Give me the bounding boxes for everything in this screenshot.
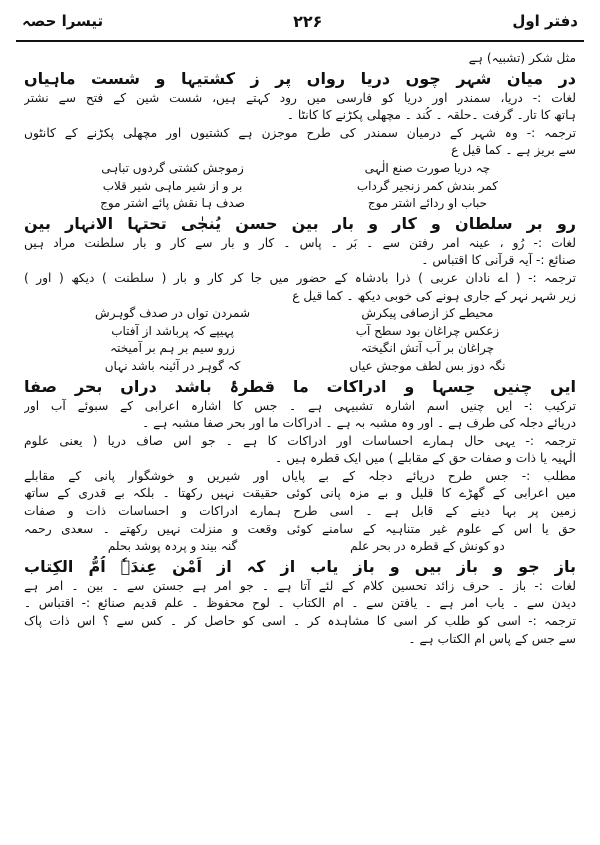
verse-couplet	[24, 160, 576, 178]
verse-first-half: نگہ دوز بس لطف موجش عیاں	[349, 358, 506, 373]
verse-first-half: حباب او ردائے اشتر موج	[367, 196, 488, 211]
couplet-heading: ایں چنیں حِسہا و ادراکات ما قطرۂ باشد دراں بحر صفا	[24, 376, 576, 396]
text-line: دریائے دجلہ کی طرف ہے ۔ اور وہ مشبہ بہ ہے ۔ ادراکات ما اور بحر صفا مشبہ ہے ۔	[142, 416, 576, 431]
verse-first-half: چہ دریا صورت صنع الٰہی	[364, 160, 491, 175]
verse-couplet	[24, 538, 576, 556]
text-line: لغات :- باز ۔ حرف زائد تحسین کلام کے لئے آتا ہے ۔ جو امر ہے جستن سے ۔ بین ۔ امر ہے	[24, 578, 576, 593]
header-book-title: دفتر اول	[512, 12, 578, 30]
text-line: لغات :- رُو ، عینہ امر رفتن سے ۔ بَر ۔ پاس ۔ کار و بار سے کار و بار سلطنت مراد ہیں	[24, 235, 576, 250]
text-line: ترجمہ :- یہی حال ہمارے احساسات اور ادراکات کا ہے ۔ جو اس صاف دریا ( یعنی علوم	[24, 433, 576, 448]
text-line: مطلب :- جس طرح دریائے دجلہ کے بے پایاں اور شیریں و خوشگوار پانی کے مقابلے	[24, 468, 576, 483]
page-number: ۲۲۶	[293, 11, 323, 31]
verse-couplet	[24, 195, 576, 213]
text-line: ترکیب :- ایں چنیں اسم اشارہ تشبیہی ہے ۔ جس کا اشارہ اعرابی کے سبوئے آب اور	[24, 398, 576, 413]
text-line: ترجمہ :- ( اے نادان عربی ) ذرا بادشاہ کے حضور میں جا کر کار و بار ( سلطنت ) دیکھ ( اور )	[24, 270, 576, 285]
verse-second-half: گنہ بیند و پردہ پوشد بحلم	[107, 539, 238, 554]
text-line: مثل شکر (تشبیہ) ہے	[468, 51, 576, 65]
verse-second-half: زرو سیم بر ہم بر آمیختہ	[110, 341, 235, 356]
header-section-title: تیسرا حصہ	[22, 12, 104, 30]
verse-first-half: دو کونش کے قطرہ در بحر علم	[350, 539, 505, 554]
text-line: زیر شہر نہر کے جاری ہونے کی خوبی دیکھ ۔ کما قیل ع	[292, 288, 576, 303]
verse-second-half: شمردن تواں در صدف گوہرش	[95, 306, 251, 321]
header-divider	[16, 40, 584, 42]
verse-second-half: صدف ہا نقش پائے اشتر موج	[100, 196, 245, 211]
couplet-heading: باز جو و باز بیں و باز یاب از کہ از اَمْن عِندَہٗ اُمُّ الکِتاب	[24, 556, 576, 576]
verse-second-half: بر و از شیر ماہی شیر قلاب	[102, 178, 243, 193]
verse-couplet	[24, 340, 576, 358]
text-line: سے بریز ہے ۔ کما قیل ع	[451, 143, 576, 158]
verse-couplet	[24, 305, 576, 323]
verse-second-half: زموجش کشتی گردوں تباہی	[101, 160, 244, 175]
text-line: ترجمہ :- وہ شہر کے درمیان سمندر کی طرح موجزن ہے کشتیوں اور مچھلی پکڑنے کے کانٹوں	[24, 125, 576, 140]
page-header	[22, 8, 578, 34]
text-line: میں اعرابی کے گھڑے کا قلیل و بے مزہ پانی کوئی حقیقت نہیں رکھتا ۔ بلکہ بے قدری کے ساتھ	[24, 486, 576, 501]
text-line: سے جس کے پاس ام الکتاب ہے ۔	[408, 631, 576, 646]
verse-couplet	[24, 358, 576, 376]
text-line: دیدن سے ۔ یاب امر ہے ۔ یافتن سے ۔ ام الکتاب ۔ لوح محفوظ ۔ علم قدیم صنائع :- اقتباس ۔	[24, 596, 576, 611]
text-line: حق یا اس کے علوم غیر متناہیہ کے سامنے کوئی وقعت و منزلت نہیں رکھتے ۔ سعدی رحمہ	[24, 521, 576, 536]
verse-couplet	[24, 323, 576, 341]
text-line: زمین پر بہا دینے کے قابل ہے ۔ اسی طرح ہمارے ادراکات و احساسات ذات و صفات	[24, 504, 576, 519]
text-line: ترجمہ :- اسی کو طلب کر اسی کا مشاہدہ کر ۔ اسی کو حاصل کر ۔ کس سے ؟ اس ذات پاک	[24, 614, 576, 629]
verse-second-half: پہیپے کہ پرباشد از آفتاب	[111, 323, 234, 338]
text-line: ہاتھ کا تار۔ گرفت ۔حلقہ ۔ کُند ۔ مچھلی پکڑنے کا کانٹا ۔	[286, 108, 576, 123]
page-body	[24, 50, 576, 837]
verse-first-half: زعکس چراغان بود سطح آب	[355, 323, 500, 338]
verse-first-half: چراغان بر آب آتش انگیختہ	[360, 341, 495, 356]
verse-first-half: کمر بندش کمر زنجیر گرداب	[356, 178, 499, 193]
verse-second-half: کہ گوہر در آئینہ باشد نہاں	[104, 358, 241, 373]
verse-first-half: محیطے کز ازصافی پیکرش	[361, 306, 494, 321]
text-line: الٰہیہ یا ذات و صفات حق کے مقابلے ) میں ایک قطرہ ہیں ۔	[275, 451, 576, 466]
text-line: صنائع :- آیہ قرآنی کا اقتباس ۔	[421, 253, 576, 268]
couplet-heading: در میان شہر چوں دریا رواں پر ز کشتیہا و شست ماہیاں	[24, 68, 576, 88]
couplet-heading: رو بر سلطان و کار و بار بین حسن یُنجٰی تحتہا الانہار بین	[24, 213, 576, 233]
verse-couplet	[24, 178, 576, 196]
text-line: لغات :- دریا، سمندر اور دریا کو فارسی میں رود کہتے ہیں، شست شین کے فتح سے نشتر	[24, 90, 576, 105]
